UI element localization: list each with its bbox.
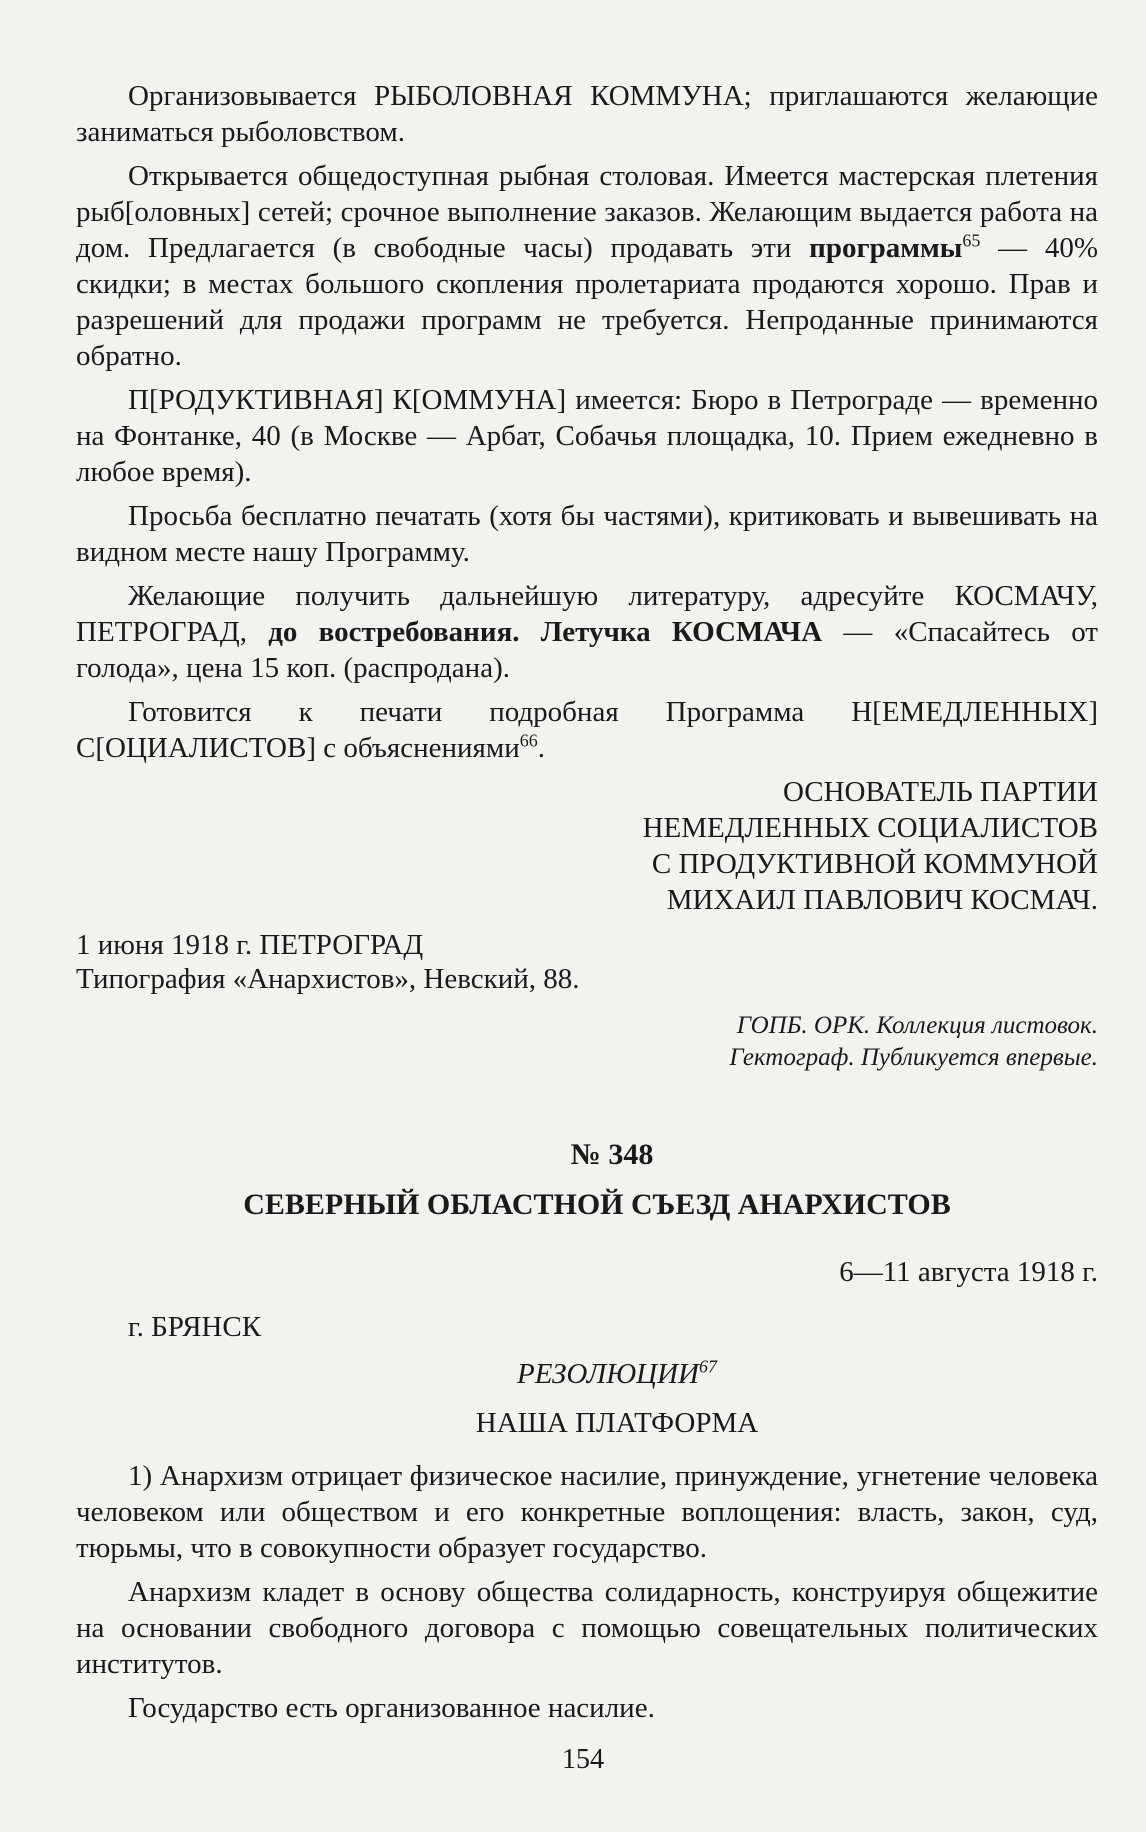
archive-note (76, 1010, 1098, 1074)
paragraph-anarchism-basis: Анархизм кладет в основу общества солидарность, конструируя общежитие на основании свободного договора с помощью совещательных политических институтов. (76, 1576, 1098, 1680)
paragraph-text: Желающие получить дальнейшую литературу, адресуйте КОСМАЧУ, ПЕТРОГРАД, (76, 580, 1098, 648)
date-place: 1 июня 1918 г. ПЕТРОГРАД (76, 929, 424, 961)
document-number: № 348 (570, 1138, 654, 1171)
paragraph-fishing-commune: Организовывается РЫБОЛОВНАЯ КОММУНА; приглашаются желающие заниматься рыболовством. (76, 80, 1098, 148)
resolutions-heading (76, 1358, 1098, 1391)
paragraph-state-violence: Государство есть организованное насилие. (128, 1692, 655, 1724)
printer-line: Типография «Анархистов», Невский, 88. (76, 963, 580, 995)
paragraph-request: Просьба бесплатно печатать (хотя бы частями), критиковать и вывешивать на видном месте нашу Программу. (76, 500, 1098, 568)
footnote-ref: 67 (699, 1356, 717, 1377)
paragraph-fish-canteen (76, 158, 1098, 374)
signature-line: ОСНОВАТЕЛЬ ПАРТИИ (782, 776, 1098, 808)
paragraph-text: . (537, 732, 546, 764)
platform-heading: НАША ПЛАТФОРМА (475, 1407, 759, 1439)
paragraph-text: Открывается общедоступная рыбная столовая. Имеется мастерская плетения рыб[оловных] сетей; срочное выполнение заказов. Желающим выдается работа на дом. Предлагается (в свободные часы) продавать эти (76, 160, 1098, 264)
page-number: 154 (562, 1744, 604, 1775)
bold-term: программы (809, 232, 963, 264)
footnote-ref: 65 (962, 230, 981, 251)
signature-line: С ПРОДУКТИВНОЙ КОММУНОЙ (651, 848, 1098, 880)
paragraph-text: — «Спасайтесь от голода», цена 15 коп. (распродана). (76, 616, 1098, 684)
paragraph-text: — 40% скидки; в местах большого скопления пролетариата продаются хорошо. Прав и разрешений для продажи программ не требуется. Непроданные принимаются обратно. (76, 232, 1098, 372)
document-title: СЕВЕРНЫЙ ОБЛАСТНОЙ СЪЕЗД АНАРХИСТОВ (243, 1188, 951, 1221)
signature-block (76, 774, 1098, 918)
signature-line: МИХАИЛ ПАВЛОВИЧ КОСМАЧ. (666, 884, 1098, 916)
document-place: г. БРЯНСК (128, 1311, 262, 1343)
document-date: 6—11 августа 1918 г. (839, 1256, 1098, 1288)
footnote-ref: 66 (519, 730, 538, 751)
signature-line: НЕМЕДЛЕННЫХ СОЦИАЛИСТОВ (642, 812, 1098, 844)
paragraph-literature (76, 578, 1098, 686)
archive-line: Гектограф. Публикуется впервые. (729, 1044, 1098, 1071)
paragraph-anarchism-rejects: 1) Анархизм отрицает физическое насилие, принуждение, угнетение человека человеком или обществом и его конкретные воплощения: власть, закон, суд, тюрьмы, что в совокупности образует государство. (76, 1460, 1098, 1564)
archive-line: ГОПБ. ОРК. Коллекция листовок. (736, 1012, 1098, 1039)
resolutions-text: РЕЗОЛЮЦИИ (516, 1358, 699, 1390)
paragraph-text: Готовится к печати подробная Программа Н[ЕМЕДЛЕННЫХ] С[ОЦИАЛИСТОВ] с объяснениями (76, 696, 1098, 764)
paragraph-bureau: П[РОДУКТИВНАЯ] К[ОММУНА] имеется: Бюро в Петрограде — временно на Фонтанке, 40 (в Москве — Арбат, Собачья площадка, 10. Прием ежедневно в любое время). (76, 384, 1098, 488)
paragraph-upcoming-program (76, 694, 1098, 766)
bold-term: до востребования. Летучка КОСМАЧА (268, 616, 823, 648)
